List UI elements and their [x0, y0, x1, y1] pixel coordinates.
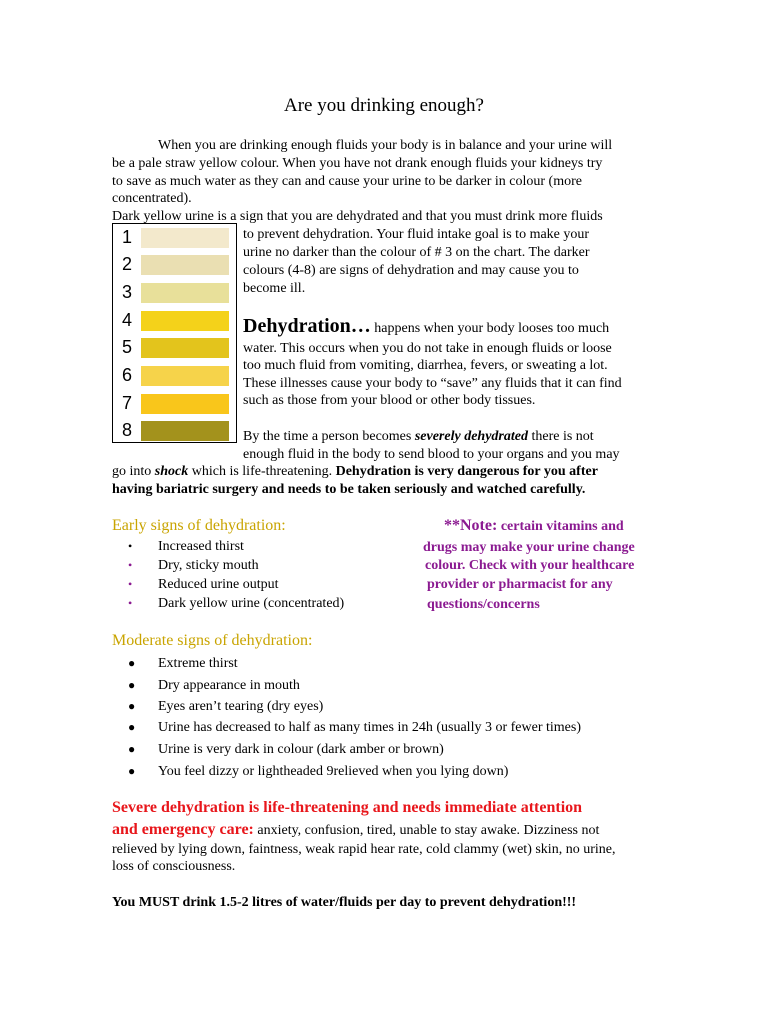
- chart-row-8: [113, 417, 236, 444]
- chart-row-2: [113, 251, 236, 278]
- severe-line-2: [112, 821, 599, 840]
- emphasis-text: severely dehydrated: [414, 429, 528, 444]
- severe-line-3: relieved by lying down, faintness, weak rapid hear rate, cold clammy (wet) skin, no urine,: [112, 842, 616, 857]
- moderate-sign-item: Urine has decreased to half as many times in 24h (usually 3 or fewer times): [158, 720, 581, 735]
- color-swatch: [141, 338, 229, 358]
- dehydration-text: happens when your body looses too much: [370, 321, 610, 336]
- dehydration-line-2: water. This occurs when you do not take in enough fluids or loose: [243, 341, 612, 356]
- severe-para-line-3: [112, 463, 598, 481]
- text: which is life-threatening.: [188, 464, 336, 479]
- moderate-signs-heading: Moderate signs of dehydration:: [112, 632, 313, 649]
- severe-para-line-2: enough fluid in the body to send blood to your organs and you may: [243, 447, 620, 462]
- note-label: **Note:: [444, 517, 498, 534]
- color-swatch: [141, 255, 229, 275]
- severe-heading-2: and emergency care:: [112, 821, 254, 838]
- chart-number: 8: [121, 420, 132, 440]
- moderate-sign-item: You feel dizzy or lightheaded 9relieved when you lying down): [158, 764, 509, 779]
- intro-line-4: concentrated).: [112, 191, 192, 206]
- goal-line-1: to prevent dehydration. Your fluid intake goal is to make your: [243, 227, 590, 242]
- bullet-icon: ●: [128, 699, 136, 713]
- text: By the time a person becomes: [243, 429, 415, 444]
- chart-number: 6: [121, 365, 132, 385]
- chart-row-5: [113, 334, 236, 361]
- severe-para-line-4: having bariatric surgery and needs to be taken seriously and watched carefully.: [112, 482, 586, 497]
- early-sign-item: Reduced urine output: [158, 577, 279, 592]
- chart-number: 3: [121, 282, 132, 302]
- severe-heading-line-1: Severe dehydration is life-threatening and needs immediate attention: [112, 799, 583, 816]
- note-line-5: questions/concerns: [427, 597, 540, 612]
- moderate-sign-item: Extreme thirst: [158, 656, 238, 671]
- page-title: Are you drinking enough?: [284, 95, 484, 116]
- moderate-sign-item: Dry appearance in mouth: [158, 678, 300, 693]
- dehydration-first-line: [243, 314, 609, 341]
- bullet-icon: •: [128, 558, 133, 572]
- color-swatch: [141, 228, 229, 248]
- severe-text: anxiety, confusion, tired, unable to stay awake. Dizziness not: [253, 823, 600, 838]
- severe-para-line-1: [243, 428, 594, 446]
- urine-color-chart: [112, 223, 237, 443]
- chart-row-4: [113, 307, 236, 334]
- final-statement: You MUST drink 1.5-2 litres of water/fluids per day to prevent dehydration!!!: [112, 895, 577, 910]
- chart-row-7: [113, 390, 236, 417]
- early-signs-heading: Early signs of dehydration:: [112, 517, 286, 534]
- bullet-icon: ●: [128, 656, 136, 670]
- early-sign-item: Dark yellow urine (concentrated): [158, 596, 345, 611]
- intro-line-5: Dark yellow urine is a sign that you are dehydrated and that you must drink more fluids: [112, 209, 603, 224]
- note-text: certain vitamins and: [497, 519, 624, 534]
- color-swatch: [141, 366, 229, 386]
- bullet-icon: ●: [128, 678, 136, 692]
- color-swatch: [141, 421, 229, 441]
- bullet-icon: •: [128, 596, 133, 610]
- chart-number: 7: [121, 393, 132, 413]
- moderate-sign-item: Urine is very dark in colour (dark amber or brown): [158, 742, 444, 757]
- early-sign-item: Dry, sticky mouth: [158, 558, 259, 573]
- note-first-line: [444, 517, 624, 536]
- chart-number: 1: [121, 227, 132, 247]
- note-line-2: drugs may make your urine change: [423, 540, 635, 555]
- chart-number: 2: [121, 254, 132, 274]
- note-line-3: colour. Check with your healthcare: [425, 558, 635, 573]
- chart-row-3: [113, 279, 236, 306]
- severe-line-4: loss of consciousness.: [112, 859, 236, 874]
- emphasis-text: shock: [154, 464, 189, 479]
- color-swatch: [141, 283, 229, 303]
- intro-line-2: be a pale straw yellow colour. When you have not drank enough fluids your kidneys try: [112, 156, 603, 171]
- dehydration-heading: Dehydration…: [243, 315, 371, 337]
- text: there is not: [527, 429, 594, 444]
- intro-line-1: When you are drinking enough fluids your body is in balance and your urine will: [158, 138, 613, 153]
- goal-line-3: colours (4-8) are signs of dehydration and may cause you to: [243, 263, 579, 278]
- text: go into: [112, 464, 155, 479]
- chart-row-6: [113, 362, 236, 389]
- early-sign-item: Increased thirst: [158, 539, 244, 554]
- dehydration-line-3: too much fluid from vomiting, diarrhea, fevers, or sweating a lot.: [243, 358, 608, 373]
- chart-row-1: [113, 224, 236, 251]
- goal-line-2: urine no darker than the colour of # 3 on the chart. The darker: [243, 245, 590, 260]
- goal-line-4: become ill.: [243, 281, 306, 296]
- chart-number: 5: [121, 337, 132, 357]
- chart-number: 4: [121, 310, 132, 330]
- bullet-icon: ●: [128, 720, 136, 734]
- dehydration-line-4: These illnesses cause your body to “save” any fluids that it can find: [243, 376, 622, 391]
- bold-text: Dehydration is very dangerous for you after: [335, 464, 598, 479]
- color-swatch: [141, 394, 229, 414]
- bullet-icon: ●: [128, 742, 136, 756]
- dehydration-line-5: such as those from your blood or other body tissues.: [243, 393, 536, 408]
- bullet-icon: ●: [128, 764, 136, 778]
- intro-line-3: to save as much water as they can and cause your urine to be darker in colour (more: [112, 174, 582, 189]
- bullet-icon: •: [128, 539, 133, 553]
- color-swatch: [141, 311, 229, 331]
- note-line-4: provider or pharmacist for any: [427, 577, 613, 592]
- bullet-icon: •: [128, 577, 133, 591]
- moderate-sign-item: Eyes aren’t tearing (dry eyes): [158, 699, 324, 714]
